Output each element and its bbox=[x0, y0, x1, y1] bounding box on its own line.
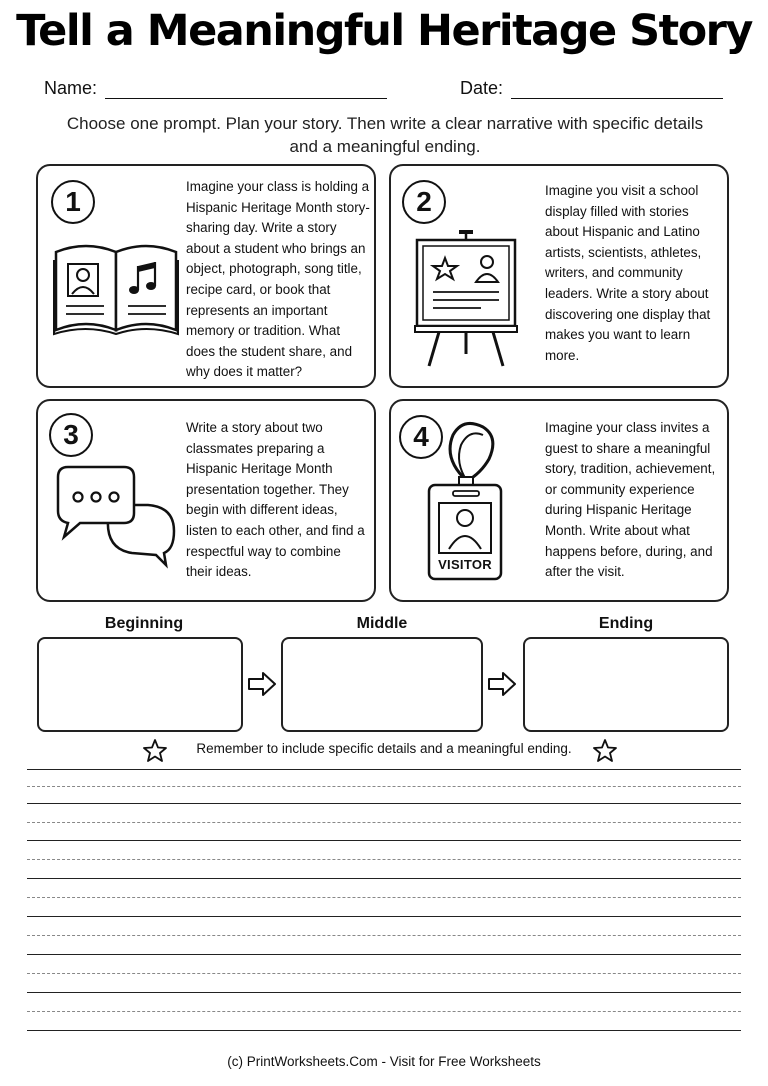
ending-label: Ending bbox=[598, 615, 654, 632]
prompt-card-4 bbox=[389, 399, 729, 602]
writing-guide-line bbox=[27, 935, 741, 936]
name-label: Name: bbox=[44, 78, 98, 98]
writing-guide-line bbox=[27, 822, 741, 823]
writing-guide-line bbox=[27, 1011, 741, 1012]
beginning-label: Beginning bbox=[104, 615, 184, 632]
writing-line[interactable] bbox=[27, 840, 741, 841]
writing-line[interactable] bbox=[27, 1030, 741, 1031]
page-title: Tell a Meaningful Heritage Story bbox=[16, 6, 752, 56]
middle-box[interactable] bbox=[281, 637, 483, 732]
writing-line[interactable] bbox=[27, 916, 741, 917]
writing-guide-line bbox=[27, 859, 741, 860]
prompt-card-1 bbox=[36, 164, 376, 388]
prompt-text-3: Write a story about two classmates preparing a Hispanic Heritage Month presentation together. They begin with different ideas, listen to each other, and find a respectful way to combine their ideas. bbox=[186, 420, 365, 580]
open-book-icon bbox=[50, 230, 186, 343]
reminder-text: Remember to include specific details and a meaningful ending. bbox=[196, 741, 572, 756]
date-label: Date: bbox=[460, 78, 504, 98]
prompt-card-3 bbox=[36, 399, 376, 602]
prompt-number-4: 4 bbox=[399, 415, 443, 459]
writing-line[interactable] bbox=[27, 954, 741, 955]
prompt-number-2: 2 bbox=[402, 180, 446, 224]
writing-line[interactable] bbox=[27, 803, 741, 804]
prompt-text-2: Imagine you visit a school display filled with stories about Hispanic and Latino artists, scientists, athletes, writers, and community leaders. Write a story about discovering one display that makes you want to learn more. bbox=[545, 183, 711, 363]
instructions: Choose one prompt. Plan your story. Then write a clear narrative with specific details and a meaningful ending. bbox=[66, 114, 704, 156]
writing-guide-line bbox=[27, 786, 741, 787]
name-line[interactable] bbox=[105, 80, 387, 99]
prompt-card-2 bbox=[389, 164, 729, 388]
name-field[interactable] bbox=[44, 78, 387, 99]
writing-line[interactable] bbox=[27, 769, 741, 770]
visitor-badge-icon bbox=[427, 419, 507, 590]
speech-bubbles-icon bbox=[52, 461, 176, 576]
writing-guide-line bbox=[27, 897, 741, 898]
date-line[interactable] bbox=[511, 80, 723, 99]
arrow-right-icon bbox=[247, 671, 277, 702]
star-icon bbox=[593, 739, 617, 767]
display-easel-icon bbox=[411, 230, 521, 375]
ending-box[interactable] bbox=[523, 637, 729, 732]
prompt-number-3: 3 bbox=[49, 413, 93, 457]
writing-line[interactable] bbox=[27, 878, 741, 879]
visitor-badge-label: VISITOR bbox=[438, 557, 492, 572]
prompt-text-4: Imagine your class invites a guest to share a meaningful story, tradition, achievement, or community experience during Hispanic Heritage Month. Write about what happens before, during, and after the visit. bbox=[545, 420, 716, 580]
date-field[interactable] bbox=[460, 78, 723, 99]
prompt-number-1: 1 bbox=[51, 180, 95, 224]
prompt-text-1: Imagine your class is holding a Hispanic Heritage Month story-sharing day. Write a story about a student who brings an object, photograph, song title, recipe card, or book that represents an important memory or tradition. What does the student share, and why does it matter? bbox=[186, 179, 370, 380]
beginning-box[interactable] bbox=[37, 637, 243, 732]
footer-credit: (c) PrintWorksheets.Com - Visit for Free Worksheets bbox=[227, 1054, 541, 1069]
arrow-right-icon bbox=[487, 671, 517, 702]
writing-line[interactable] bbox=[27, 992, 741, 993]
writing-guide-line bbox=[27, 973, 741, 974]
middle-label: Middle bbox=[356, 615, 408, 632]
